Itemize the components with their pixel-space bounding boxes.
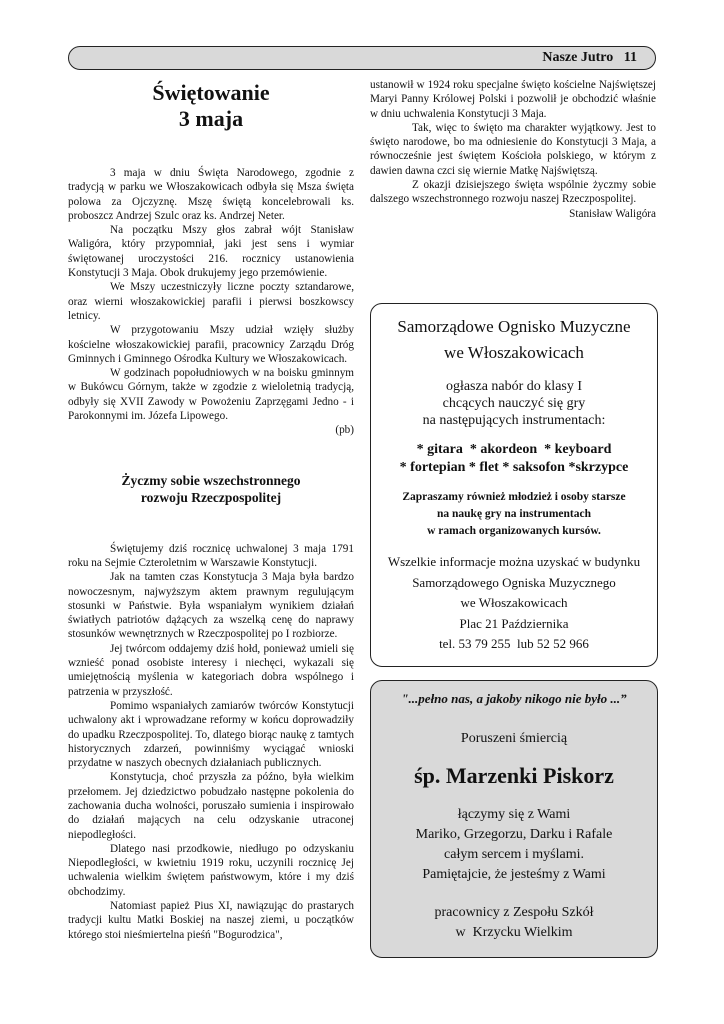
paragraph: Na początku Mszy głos zabrał wójt Stanisław Waligóra, który przypomniał, jaki jest sens i wymiar świętowanej uroczystości 216. rocznicy ustanowienia Konstytucji 3 Maja. Obok drukujemy jego przemówienie. [68,224,354,280]
title-line: 3 maja [178,106,244,131]
text-line: Mariko, Grzegorzu, Darku i Rafale [415,827,613,842]
section-title-line: Życzmy sobie wszechstronnego [121,472,301,488]
text-line: tel. 53 79 255 lub 52 52 966 [439,636,589,651]
article-title [68,80,354,132]
deceased-name: śp. Marzenki Piskorz [414,763,614,788]
section-title-line: rozwoju Rzeczpospolitej [140,489,282,505]
text-line: ogłasza nabór do klasy I [445,379,583,394]
announcement-title: Samorządowe Ognisko Muzyczne [397,317,631,336]
paragraph: ustanowił w 1924 roku specjalne święto kościelne Najświętszej Maryi Panny Królowej Polski i pozwolił je obchodzić właśnie w dniu uchwalenia Konstytucji 3 Maja. [370,79,656,120]
text-line: * gitara * akordeon * keyboard [416,442,612,457]
condolence-quote: "...pełno nas, a jakoby nikogo nie było ...” [401,691,627,706]
text-line: łączymy się z Wami [457,807,571,822]
text-line: w ramach organizowanych kursów. [427,525,601,537]
paragraph: W godzinach popołudniowych w na boisku gminnym w Bukówcu Górnym, także w zgodzie z wieloletnią tradycją, odbyły się XVII Zawody w Powożeniu Zaprzęgami Jedno - i Parokonnymi im. Józefa Lipowego. [68,367,354,423]
title-line: Świętowanie [152,80,270,105]
text-line: Zapraszamy również młodzież i osoby starsze [402,491,626,503]
paragraph: Świętujemy dziś rocznicę uchwalonej 3 maja 1791 roku na Sejmie Czteroletnim w Warszawie Konstytucji. [68,542,354,569]
paragraph: Tak, więc to święto ma charakter wyjątkowy. Jest to święto narodowe, bo ma odniesienie do Konstytucji 3 Maja, a równocześnie jest świętem Kościoła polskiego, w którym z dawien dawna czci się wiernie Matkę Najświętszą. [370,121,656,177]
text-line: Wszelkie informacje można uzyskać w budynku [387,554,641,569]
paragraph: Jak na tamten czas Konstytucja 3 Maja była bardzo nowoczesnym, najwyższym aktem prawnym regulującym stosunki w Państwie. Była wspaniałym wynikiem działań światłych patriotów dążących za wszelką cenę do naprawy stosunków wewnętrznych w Rzeczpospolitej po I rozbiorze. [68,571,354,641]
announcement-text [371,378,657,429]
paragraph: Konstytucja, choć przyszła za późno, była wielkim przełomem. Jej dziedzictwo pobudzało następne pokolenia do zachowania ducha wolności, poruszało sumienia i inspirowało do działań mających na celu odzyskanie utraconej niepodległości. [68,771,354,841]
paragraph: Dlatego nasi przodkowie, niedługo po odzyskaniu Niepodległości, w kwietniu 1919 roku, uczynili rocznicę Jej uchwalenia wielkim świętem państwowym, które i my dziś obchodzimy. [68,842,354,898]
header-text: Nasze Jutro 11 [542,50,637,65]
paragraph: 3 maja w dniu Święta Narodowego, zgodnie z tradycją w parku we Włoszakowicach odbyła się Msza święta polowa za Ojczyznę. Mszę świętą koncelebrowali ks. proboszcz Andrzej Szulc oraz ks. Andrzej Neter. [68,167,354,222]
text-line: * fortepian * flet * saksofon *skrzypce [399,460,629,475]
paragraph: W przygotowaniu Mszy udział wzięły służby kościelne włoszakowickiej parafii, pracownicy Zarządu Dróg Gminnych i Gminnego Ośrodka Kultury we Włoszakowicach. [68,324,354,365]
condolence-text [371,805,657,885]
right-column [370,78,656,221]
invitation-text [371,489,657,540]
music-school-announcement [370,303,658,667]
author-signature: Stanisław Waligóra [569,207,656,220]
text-line: Plac 21 Października [459,615,569,631]
text-line: całym sercem i myślami. [444,847,584,862]
contact-info [371,552,657,655]
paragraph: Pomimo wspaniałych zamiarów twórców Konstytucji uchwalony akt i wprowadzane reformy w końcu doprowadziły do upadku Rzeczpospolitej. To, dlatego biorąc naukę z tamtych historycznych zdarzeń, powinniśmy wyciągać wnioski przydatne w naszych obecnych działaniach publicznych. [68,699,354,770]
author-signature: (pb) [335,424,354,437]
instrument-list [371,441,657,477]
text-line: we Włoszakowicach [460,595,568,610]
left-column [68,78,354,942]
text-line: na naukę gry na instrumentach [437,508,591,520]
paragraph: We Mszy uczestniczyły liczne poczty sztandarowe, oraz wierni włoszakowickiej parafii i pierwsi boszkowscy letnicy. [68,281,354,322]
text-line: Samorządowego Ogniska Muzycznego [412,574,616,590]
text-line: Poruszeni śmiercią [460,731,568,746]
section-title [68,472,354,506]
announcement-title: we Włoszakowicach [444,343,584,362]
text-line: Pamiętajcie, że jesteśmy z Wami [422,867,606,882]
text-line: na następujących instrumentach: [422,413,606,428]
text-line: chcących nauczyć się gry [442,396,586,411]
condolence-notice [370,680,658,958]
condolence-signature [371,903,657,943]
paragraph: Jej twórcom oddajemy dziś hołd, ponieważ umieli się wznieść ponad osobiste interesy i niechęci, wykazali się umiejętnością myślenia w kategoriach dobra wspólnego i patrzenia w przyszłość. [68,642,354,698]
text-line: pracownicy z Zespołu Szkół [434,905,594,920]
paragraph: Natomiast papież Pius XI, nawiązując do prastarych tradycji kultu Matki Boskiej na naszej ziemi, u początków którego stoi nieśmiertelna pieśń "Bogurodzica", [68,900,354,941]
paragraph: Z okazji dzisiejszego święta wspólnie życzmy sobie dalszego wszechstronnego rozwoju naszej Rzeczpospolitej. [370,179,656,206]
text-line: w Krzycku Wielkim [455,925,573,940]
page-header [68,46,656,70]
